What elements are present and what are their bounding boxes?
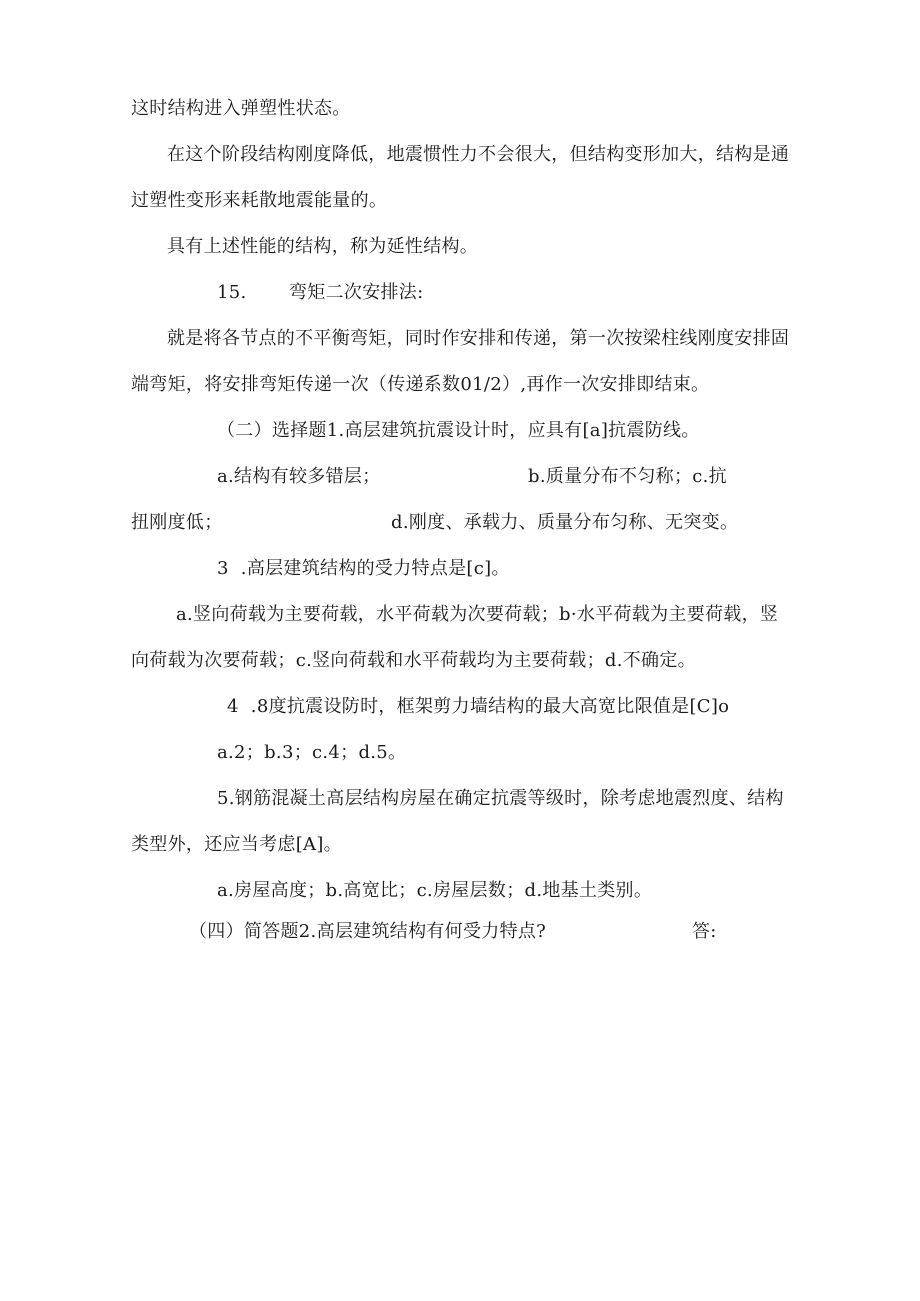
- text-line: 具有上述性能的结构，称为延性结构。: [167, 236, 479, 257]
- question-line: （二）选择题1.高层建筑抗震设计时，应具有[a]抗震防线。: [217, 420, 700, 441]
- option-line: a.房屋高度；b.高宽比；c.房屋层数；d.地基土类别。: [217, 880, 653, 901]
- question-line: 4 .8度抗震设防时，框架剪力墙结构的最大高宽比限值是[C]o: [227, 696, 730, 717]
- question-line: 3 .高层建筑结构的受力特点是[c]。: [217, 558, 510, 579]
- text-line: 过塑性变形来耗散地震能量的。: [131, 190, 388, 211]
- text-line: 端弯矩，将安排弯矩传递一次（传递系数01/2）,再作一次安排即结束。: [131, 374, 710, 395]
- option-line: a.2；b.3；c.4；d.5。: [217, 742, 407, 763]
- option-line: 向荷载为次要荷载；c.竖向荷载和水平荷载均为主要荷载；d.不确定。: [131, 650, 696, 671]
- option-line: 扭刚度低；: [131, 512, 223, 533]
- section-heading: 弯矩二次安排法:: [289, 282, 424, 303]
- option-line: b.质量分布不匀称；c.抗: [528, 466, 727, 487]
- question-line: （四）简答题2.高层建筑结构有何受力特点?: [189, 921, 547, 942]
- question-line: 类型外，还应当考虑[A]。: [131, 834, 342, 855]
- item-number: 15.: [217, 282, 247, 303]
- text-line: 就是将各节点的不平衡弯矩，同时作安排和传递，第一次按梁柱线刚度安排固: [167, 328, 790, 349]
- option-line: a.结构有较多错层；: [217, 466, 381, 487]
- text-line: 在这个阶段结构刚度降低，地震惯性力不会很大，但结构变形加大，结构是通: [167, 144, 790, 165]
- option-line: d.刚度、承载力、质量分布匀称、无突变。: [391, 512, 739, 533]
- text-line: 这时结构进入弹塑性状态。: [131, 98, 351, 119]
- option-line: a.竖向荷载为主要荷载，水平荷载为次要荷载；b·水平荷载为主要荷载，竖: [176, 604, 779, 625]
- answer-label: 答:: [692, 921, 717, 942]
- question-line: 5.钢筋混凝土高层结构房屋在确定抗震等级时，除考虑地震烈度、结构: [217, 788, 784, 809]
